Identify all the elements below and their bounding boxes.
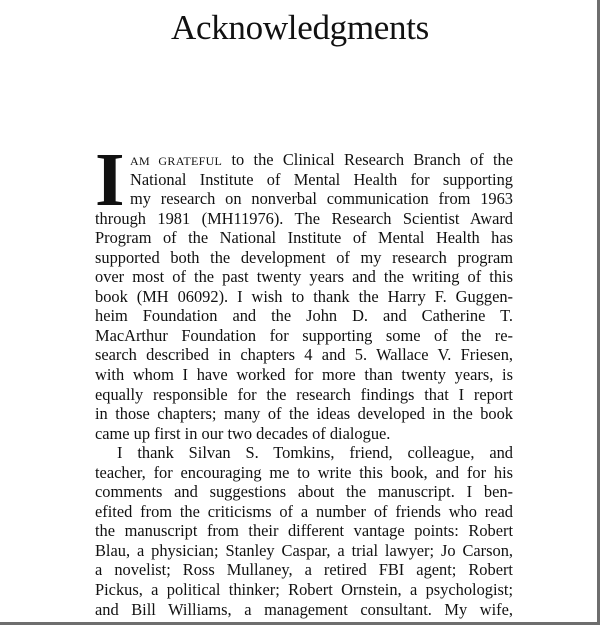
paragraph-1-line-12: with whom I have worked for more than twenty years, is <box>95 365 513 385</box>
paragraph-2-line-7: a novelist; Ross Mullaney, a retired FBI agent; Robert <box>95 560 513 580</box>
paragraph-1-line-5: Program of the National Institute of Mental Health has <box>95 228 513 248</box>
paragraph-1-line-9: heim Foundation and the John D. and Catherine T. <box>95 306 513 326</box>
paragraph-1-line-1 <box>95 150 513 170</box>
paragraph-2-line-5: the manuscript from their different vantage points: Robert <box>95 521 513 541</box>
paragraph-2-line-4: efited from the criticisms of a number of friends who read <box>95 501 513 521</box>
paragraph-1-line-13: equally responsible for the research findings that I report <box>95 384 513 404</box>
paragraph-1-line-2: National Institute of Mental Health for supporting <box>130 169 513 189</box>
paragraph-2-line-6: Blau, a physician; Stanley Caspar, a trial lawyer; Jo Carson, <box>95 540 513 560</box>
paragraph-1-line-4: through 1981 (MH11976). The Research Scientist Award <box>95 208 513 228</box>
paragraph-1-line-1-text: to the Clinical Research Branch of the <box>231 150 513 169</box>
paragraph-1-line-10: MacArthur Foundation for supporting some of the re- <box>95 325 513 345</box>
paragraph-2-line-3: comments and suggestions about the manuscript. I ben- <box>95 482 513 502</box>
paragraph-1-line-6: supported both the development of my research program <box>95 247 513 267</box>
opening-small-caps: AM GRATEFUL <box>130 154 223 168</box>
paragraph-1-line-3: my research on nonverbal communication from 1963 <box>130 189 513 209</box>
paragraph-1-line-7: over most of the past twenty years and the writing of this <box>95 267 513 287</box>
paragraph-1-line-14: in those chapters; many of the ideas developed in the book <box>95 404 513 424</box>
drop-cap-letter: I <box>95 149 125 215</box>
paragraph-1-line-11: search described in chapters 4 and 5. Wallace V. Friesen, <box>95 345 513 365</box>
paragraph-1-line-15: came up first in our two decades of dialogue. <box>95 423 391 443</box>
page-title: Acknowledgments <box>171 8 429 47</box>
acknowledgments-body <box>95 150 513 619</box>
paragraph-2-line-1: I thank Silvan S. Tomkins, friend, colleague, and <box>117 443 513 463</box>
paragraph-2-line-8: Pickus, a political thinker; Robert Ornstein, a psychologist; <box>95 580 513 600</box>
paragraph-2-line-2: teacher, for encouraging me to write this book, and for his <box>95 462 513 482</box>
paragraph-1-line-8: book (MH 06092). I wish to thank the Harry F. Guggen- <box>95 286 513 306</box>
paragraph-2-line-9: and Bill Williams, a management consultant. My wife, <box>95 599 513 619</box>
